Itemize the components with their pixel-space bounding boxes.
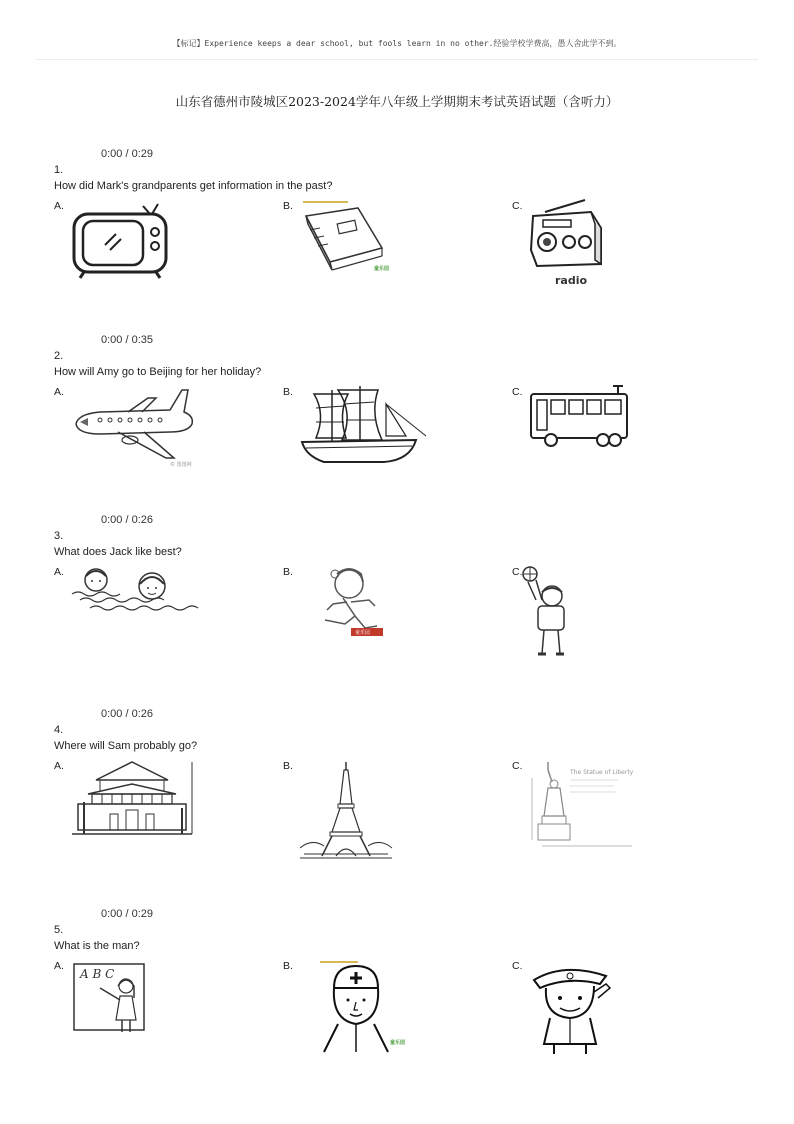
option-a-label: A.	[54, 200, 64, 212]
statue-of-liberty-icon	[528, 758, 634, 848]
audio-player-time[interactable]: 0:00 / 0:29	[101, 148, 153, 160]
option-b-label: B.	[283, 566, 293, 578]
question-text: How will Amy go to Beijing for her holiday?	[54, 366, 262, 378]
option-b-label: B.	[283, 760, 293, 772]
option-b-label: B.	[283, 960, 293, 972]
option-c-label: C.	[512, 200, 523, 212]
airplane-icon	[70, 384, 206, 470]
question-text: Where will Sam probably go?	[54, 740, 198, 752]
audio-player-time[interactable]: 0:00 / 0:29	[101, 908, 153, 920]
statue-caption: The Statue of Liberty	[570, 769, 634, 776]
option-a-label: A.	[54, 760, 64, 772]
sailing-ship-icon	[298, 384, 428, 470]
audio-player-time[interactable]: 0:00 / 0:26	[101, 514, 153, 526]
question-number: 2.	[54, 350, 64, 362]
radio-icon	[525, 198, 615, 290]
svg-text:童乐园: 童乐园	[374, 266, 390, 272]
teacher-icon	[70, 958, 150, 1038]
option-c-label: C.	[512, 960, 523, 972]
question-text: What does Jack like best?	[54, 546, 182, 558]
option-a-label: A.	[54, 960, 64, 972]
svg-text:© 图图网: © 图图网	[170, 462, 192, 468]
option-c-label: C.	[512, 386, 523, 398]
question-text: What is the man?	[54, 940, 140, 952]
bus-icon	[525, 384, 635, 450]
svg-text:童乐园: 童乐园	[390, 1040, 406, 1046]
radio-caption: radio	[555, 274, 588, 287]
book-icon	[298, 198, 408, 284]
option-c-label: C.	[512, 566, 523, 578]
tiananmen-icon	[70, 758, 196, 840]
option-a-label: A.	[54, 566, 64, 578]
doctor-icon	[318, 958, 418, 1058]
svg-text:童乐园: 童乐园	[355, 630, 371, 636]
option-c-label: C.	[512, 760, 523, 772]
question-number: 1.	[54, 164, 64, 176]
blackboard-letters: A B C	[80, 967, 115, 981]
question-number: 5.	[54, 924, 64, 936]
audio-player-time[interactable]: 0:00 / 0:26	[101, 708, 153, 720]
question-number: 3.	[54, 530, 64, 542]
option-b-label: B.	[283, 386, 293, 398]
swimming-icon	[70, 564, 202, 620]
television-icon	[70, 198, 176, 280]
question-number: 4.	[54, 724, 64, 736]
option-b-label: B.	[283, 200, 293, 212]
question-text: How did Mark's grandparents get information in the past?	[54, 180, 333, 192]
option-a-label: A.	[54, 386, 64, 398]
page-title: 山东省德州市陵城区2023-2024学年八年级上学期期末考试英语试题（含听力）	[175, 94, 619, 109]
header-divider	[36, 59, 758, 60]
audio-player-time[interactable]: 0:00 / 0:35	[101, 334, 153, 346]
running-icon	[305, 564, 395, 640]
header-motto: 【标记】Experience keeps a dear school, but fools learn in no other.经验学校学费高，愚人舍此学不到。	[172, 39, 622, 48]
basketball-icon	[508, 564, 588, 664]
police-officer-icon	[524, 958, 614, 1056]
eiffel-tower-icon	[298, 758, 394, 862]
